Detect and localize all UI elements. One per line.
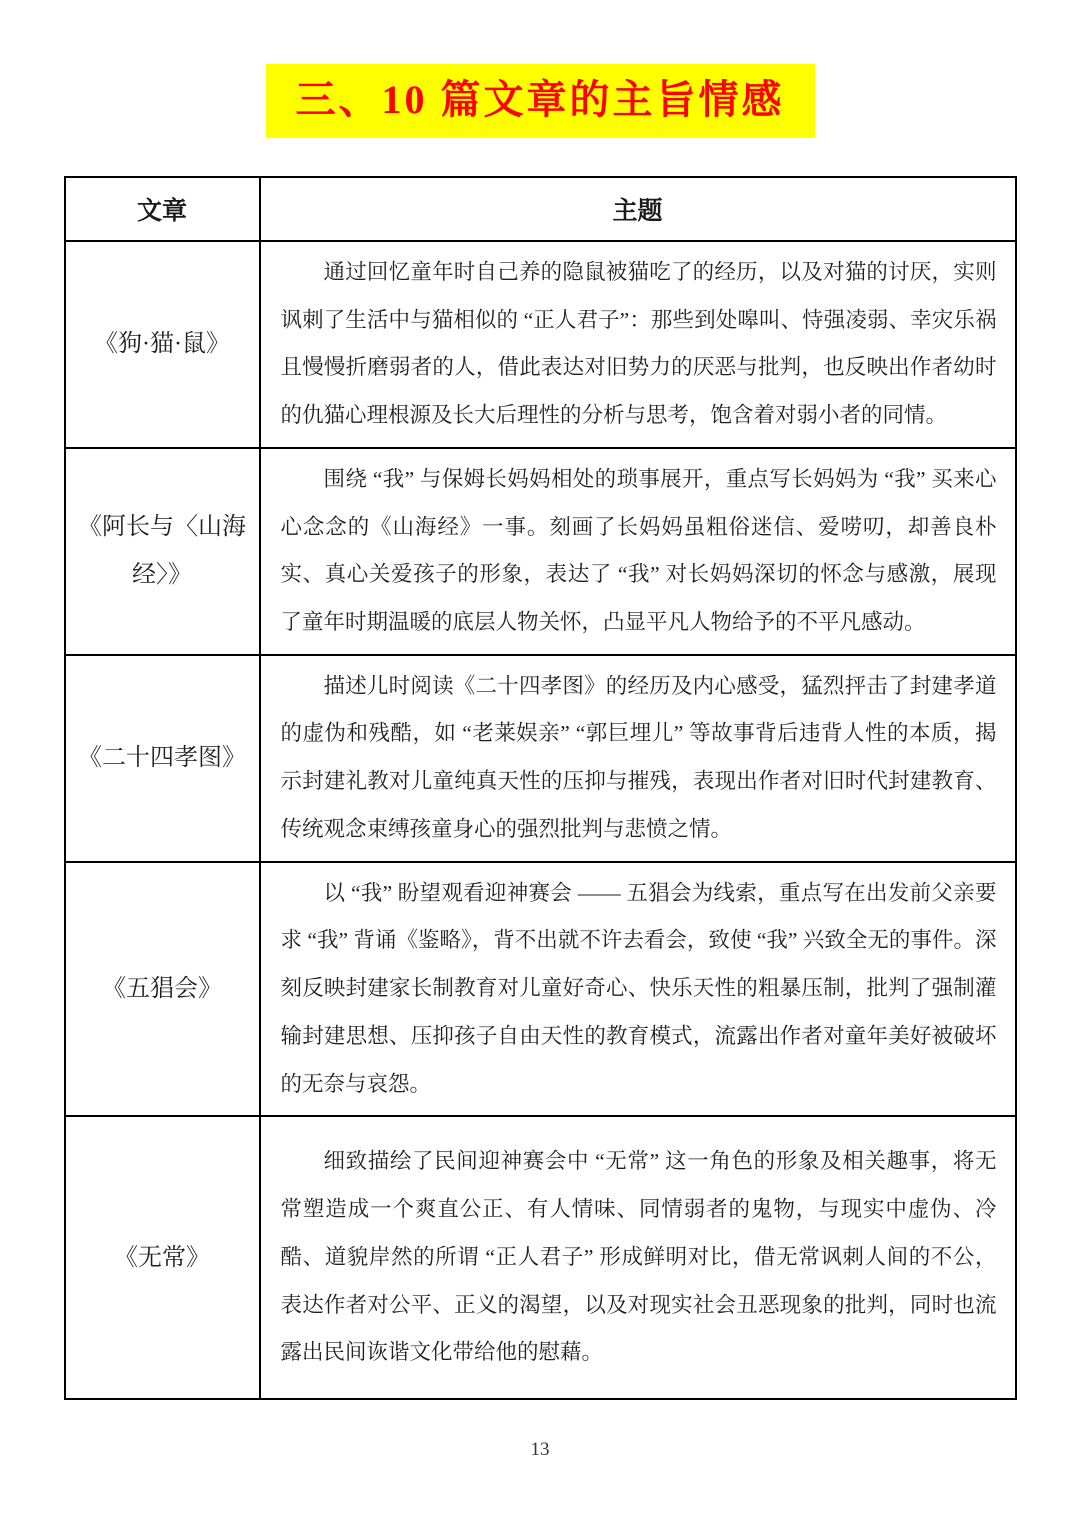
page-title: 三、10 篇文章的主旨情感 xyxy=(266,64,815,138)
table-header-article: 文章 xyxy=(65,177,260,241)
table-row xyxy=(65,448,1016,655)
table-row xyxy=(65,862,1016,1117)
title-wrap xyxy=(0,0,1080,138)
themes-table xyxy=(64,176,1017,1400)
theme-cell: 围绕 “我” 与保姆长妈妈相处的琐事展开，重点写长妈妈为 “我” 买来心心念念的《山海经》一事。刻画了长妈妈虽粗俗迷信、爱唠叨，却善良朴实、真心关爱孩子的形象，表达了 “我” 对长妈妈深切的怀念与感激，展现了童年时期温暖的底层人物关怀，凸显平凡人物给予的不平凡感动。 xyxy=(260,448,1016,655)
theme-cell: 通过回忆童年时自己养的隐鼠被猫吃了的经历，以及对猫的讨厌，实则讽刺了生活中与猫相似的 “正人君子”：那些到处嗥叫、恃强凌弱、幸灾乐祸且慢慢折磨弱者的人，借此表达对旧势力的厌恶与批判，也反映出作者幼时的仇猫心理根源及长大后理性的分析与思考，饱含着对弱小者的同情。 xyxy=(260,241,1016,448)
article-title-cell: 《二十四孝图》 xyxy=(65,655,260,862)
table-row xyxy=(65,655,1016,862)
theme-cell: 以 “我” 盼望观看迎神赛会 —— 五猖会为线索，重点写在出发前父亲要求 “我” 背诵《鉴略》，背不出就不许去看会，致使 “我” 兴致全无的事件。深刻反映封建家长制教育对儿童好奇心、快乐天性的粗暴压制，批判了强制灌输封建思想、压抑孩子自由天性的教育模式，流露出作者对童年美好被破坏的无奈与哀怨。 xyxy=(260,862,1016,1117)
theme-cell: 描述儿时阅读《二十四孝图》的经历及内心感受，猛烈抨击了封建孝道的虚伪和残酷，如 “老莱娱亲” “郭巨埋儿” 等故事背后违背人性的本质，揭示封建礼教对儿童纯真天性的压抑与摧残，表现出作者对旧时代封建教育、传统观念束缚孩童身心的强烈批判与悲愤之情。 xyxy=(260,655,1016,862)
table-row xyxy=(65,241,1016,448)
article-title-cell: 《狗·猫·鼠》 xyxy=(65,241,260,448)
page-number: 13 xyxy=(530,1439,550,1460)
article-title-cell: 《阿长与〈山海经〉》 xyxy=(65,448,260,655)
article-title-cell: 《无常》 xyxy=(65,1116,260,1399)
table-header-theme: 主题 xyxy=(260,177,1016,241)
article-title-cell: 《五猖会》 xyxy=(65,862,260,1117)
table-header-row xyxy=(65,177,1016,241)
table-row xyxy=(65,1116,1016,1399)
theme-cell: 细致描绘了民间迎神赛会中 “无常” 这一角色的形象及相关趣事，将无常塑造成一个爽直公正、有人情味、同情弱者的鬼物，与现实中虚伪、冷酷、道貌岸然的所谓 “正人君子” 形成鲜明对比，借无常讽刺人间的不公，表达作者对公平、正义的渴望，以及对现实社会丑恶现象的批判，同时也流露出民间诙谐文化带给他的慰藉。 xyxy=(260,1116,1016,1399)
